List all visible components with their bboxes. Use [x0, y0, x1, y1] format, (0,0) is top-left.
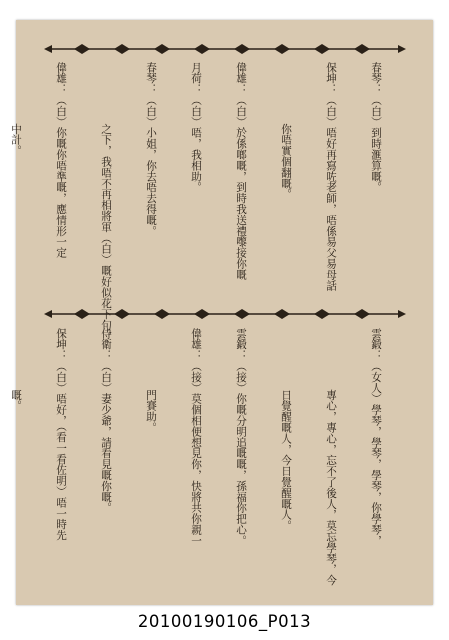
dialogue-line: 門賽助。 [145, 328, 157, 434]
dialogue-line: 偉雄：（白）於係啷嘅，到時我送禮嚟接你嘅 [235, 62, 247, 280]
dialogue-line: 中計。 [10, 62, 22, 157]
dialogue-line: 月荷：（白）唔，我相助。 [190, 62, 202, 193]
dialogue-line: 偉雄：（接）莫個相便想見你，快將共你親一 [190, 328, 202, 546]
dialogue-line: 保坤：（白）唔好再寫咗老師，唔係易父易母話 [325, 62, 337, 291]
dialogue-line: 春琴：（白）小姐，你去唔去得嘅。 [145, 62, 157, 237]
dialogue-line: 之下，我唔不再相將軍（白）嘅好似花下句， [100, 62, 112, 342]
top-ornament-divider [44, 42, 406, 56]
dialogue-line: 雲鍛：（接）你嘅分明追嘅嘅，孫福你把心。 [235, 328, 247, 546]
dialogue-line: 你唔實個翻嘅。 [280, 62, 292, 200]
image-caption: 20100190106_P013 [137, 612, 312, 631]
lower-dialogue-block [0, 328, 413, 586]
dialogue-line: 保坤：（白）唔好，（看一看佐明）唔一時先 [55, 328, 67, 541]
dialogue-line: 偉雄：（白）你嘅你唔準嘅，應情形一定 [55, 62, 67, 259]
dialogue-line: 雲鍛：（女人）學琴，學琴，學琴，你學琴， [370, 328, 382, 546]
dialogue-line: 春琴：（白）到時滙算嘅。 [370, 62, 382, 193]
scanned-page [10, 20, 433, 605]
middle-ornament-divider [44, 307, 406, 321]
dialogue-line: 侍衛：（白）妻少爺，請看見嘅你嘅。 [100, 328, 112, 514]
dialogue-line: 專心，專心，忘不了後人，莫忘學琴，今 [325, 328, 337, 586]
dialogue-line: 日覺醒嘅人，今日覺醒嘅人。 [280, 328, 292, 532]
dialogue-line: 嘅。 [10, 328, 22, 412]
upper-dialogue-block [0, 62, 413, 342]
